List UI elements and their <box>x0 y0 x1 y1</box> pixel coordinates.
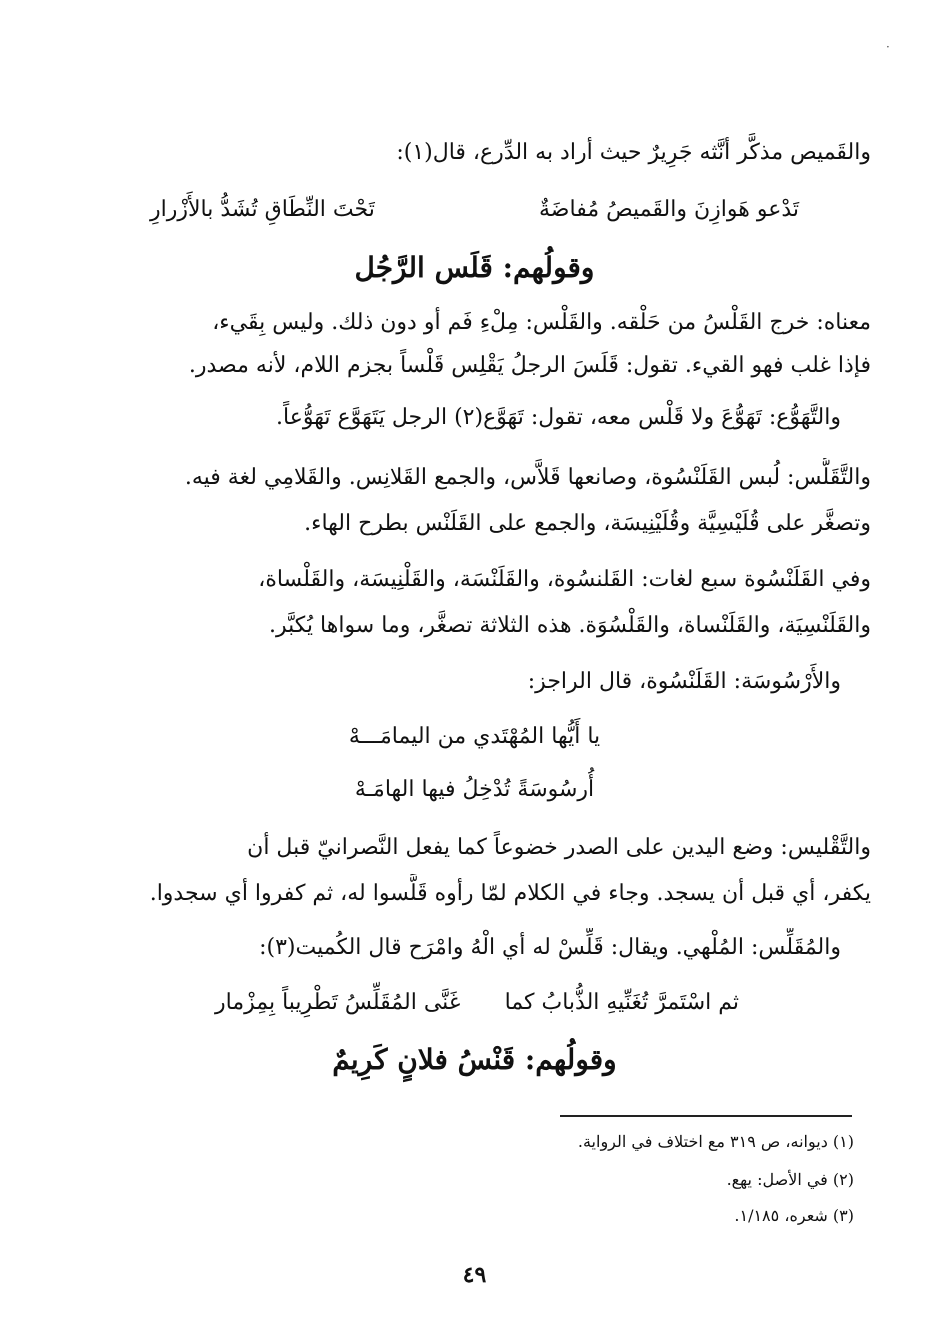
rajaz-line-2: أُرسُوسَةً تُدْخِلُ فيها الهامَـهْ <box>354 777 595 802</box>
verse-kumayt-second-hemistich: غَنَّى المُقَلِّسُ تَطْرِيباً بِمِزْمار <box>215 990 461 1015</box>
paragraph-seven-forms-line-2: والقَلَنْسِيَة، والقَلَنْساة، والقَلْسُوَة. هذه الثلاثة تصغَّر، وما سواها يُكبَّر. <box>268 613 871 638</box>
paragraph-meaning-line-2: فإذا غلب فهو القيء. تقول: قَلَسَ الرجلُ يَقْلِس قَلْساً بجزم اللام، لأنه مصدر. <box>188 353 871 378</box>
paragraph-seven-forms-line-1: وفي القَلَنْسُوة سبع لغات: القَلنسُوة، والقَلَنْسَة، والقَلْنِيسَة، والقَلْساة، <box>258 567 871 592</box>
footnote-1: (١) ديوانه، ص ٣١٩ مع اختلاف في الرواية. <box>577 1132 854 1151</box>
verse-jarir-first-hemistich: تَدْعو هَوازِنَ والقَميصُ مُفاضَةٌ <box>539 197 799 222</box>
verse-kumayt-first-hemistich: ثم اسْتَمرَّ تُغَنِّيهِ الذُّبابُ كما <box>504 990 739 1015</box>
paragraph-taqallus-line-2: وتصغَّر على قُلَيْسِيَّة وقُلَيْنِيسَة، والجمع على القَلَنْس بطرح الهاء. <box>304 511 871 536</box>
corner-mark: · <box>886 40 890 54</box>
heading-qans-fulan: وقولُهم: قَنْسُ فلانٍ كَرِيمٌ <box>332 1043 617 1076</box>
heading-qalas-alrajul: وقولُهم: قَلَس الرَّجُل <box>354 251 595 284</box>
paragraph-taqlis-line-2: يكفر، أي قبل أن يسجد. وجاء في الكلام لمّا رأوه قَلَّسوا له، ثم كفروا أي سجدوا. <box>149 881 871 906</box>
verse-kumayt <box>215 983 739 1023</box>
paragraph-meaning-line-1: معناه: خرج القَلْسُ من حَلْقه. والقَلْس: مِلْءِ فَم أو دون ذلك. وليس بِقَيء، <box>212 310 871 335</box>
verse-jarir <box>150 190 799 230</box>
page-number: ٤٩ <box>462 1262 487 1288</box>
paragraph-tahawwu: والتَّهَوُّع: تَهَوُّعَ ولا قَلْس معه، تقول: تَهَوَّع(٢) الرجل يَتَهَوَّع تَهَوُّعاً. <box>276 405 841 430</box>
paragraph-taqlis-line-1: والتَّقْليس: وضع اليدين على الصدر خضوعاً كما يفعل النَّصرانيّ قبل أن <box>247 835 871 860</box>
paragraph-arsusa: والأَرْسُوسَة: القَلَنْسُوة، قال الراجز: <box>527 669 841 694</box>
footnote-separator <box>560 1115 852 1117</box>
paragraph-qamis: والقَميص مذكَّر أنَّثه جَرِيرٌ حيث أراد به الدِّرع، قال(١): <box>396 140 871 165</box>
rajaz-line-1: يا أَيُّها المُهْتَدي من اليمامَـــهْ <box>348 724 601 749</box>
paragraph-muqallis: والمُقَلِّس: المُلْهي. ويقال: قَلِّسْ له أي الْهُ وامْرَح قال الكُميت(٣): <box>259 935 841 960</box>
footnote-2: (٢) في الأصل: يهع. <box>726 1170 854 1189</box>
verse-jarir-second-hemistich: تَحْتَ النِّطَاقِ تُشَدُّ بالأَزْرارِ <box>150 197 375 222</box>
paragraph-taqallus-line-1: والتَّقَلُّس: لُبس القَلَنْسُوة، وصانعها قَلاَّس، والجمع القَلانِس. والقَلامِي لغة فيه. <box>184 465 871 490</box>
footnote-3: (٣) شعره، ١/١٨٥. <box>734 1206 854 1225</box>
